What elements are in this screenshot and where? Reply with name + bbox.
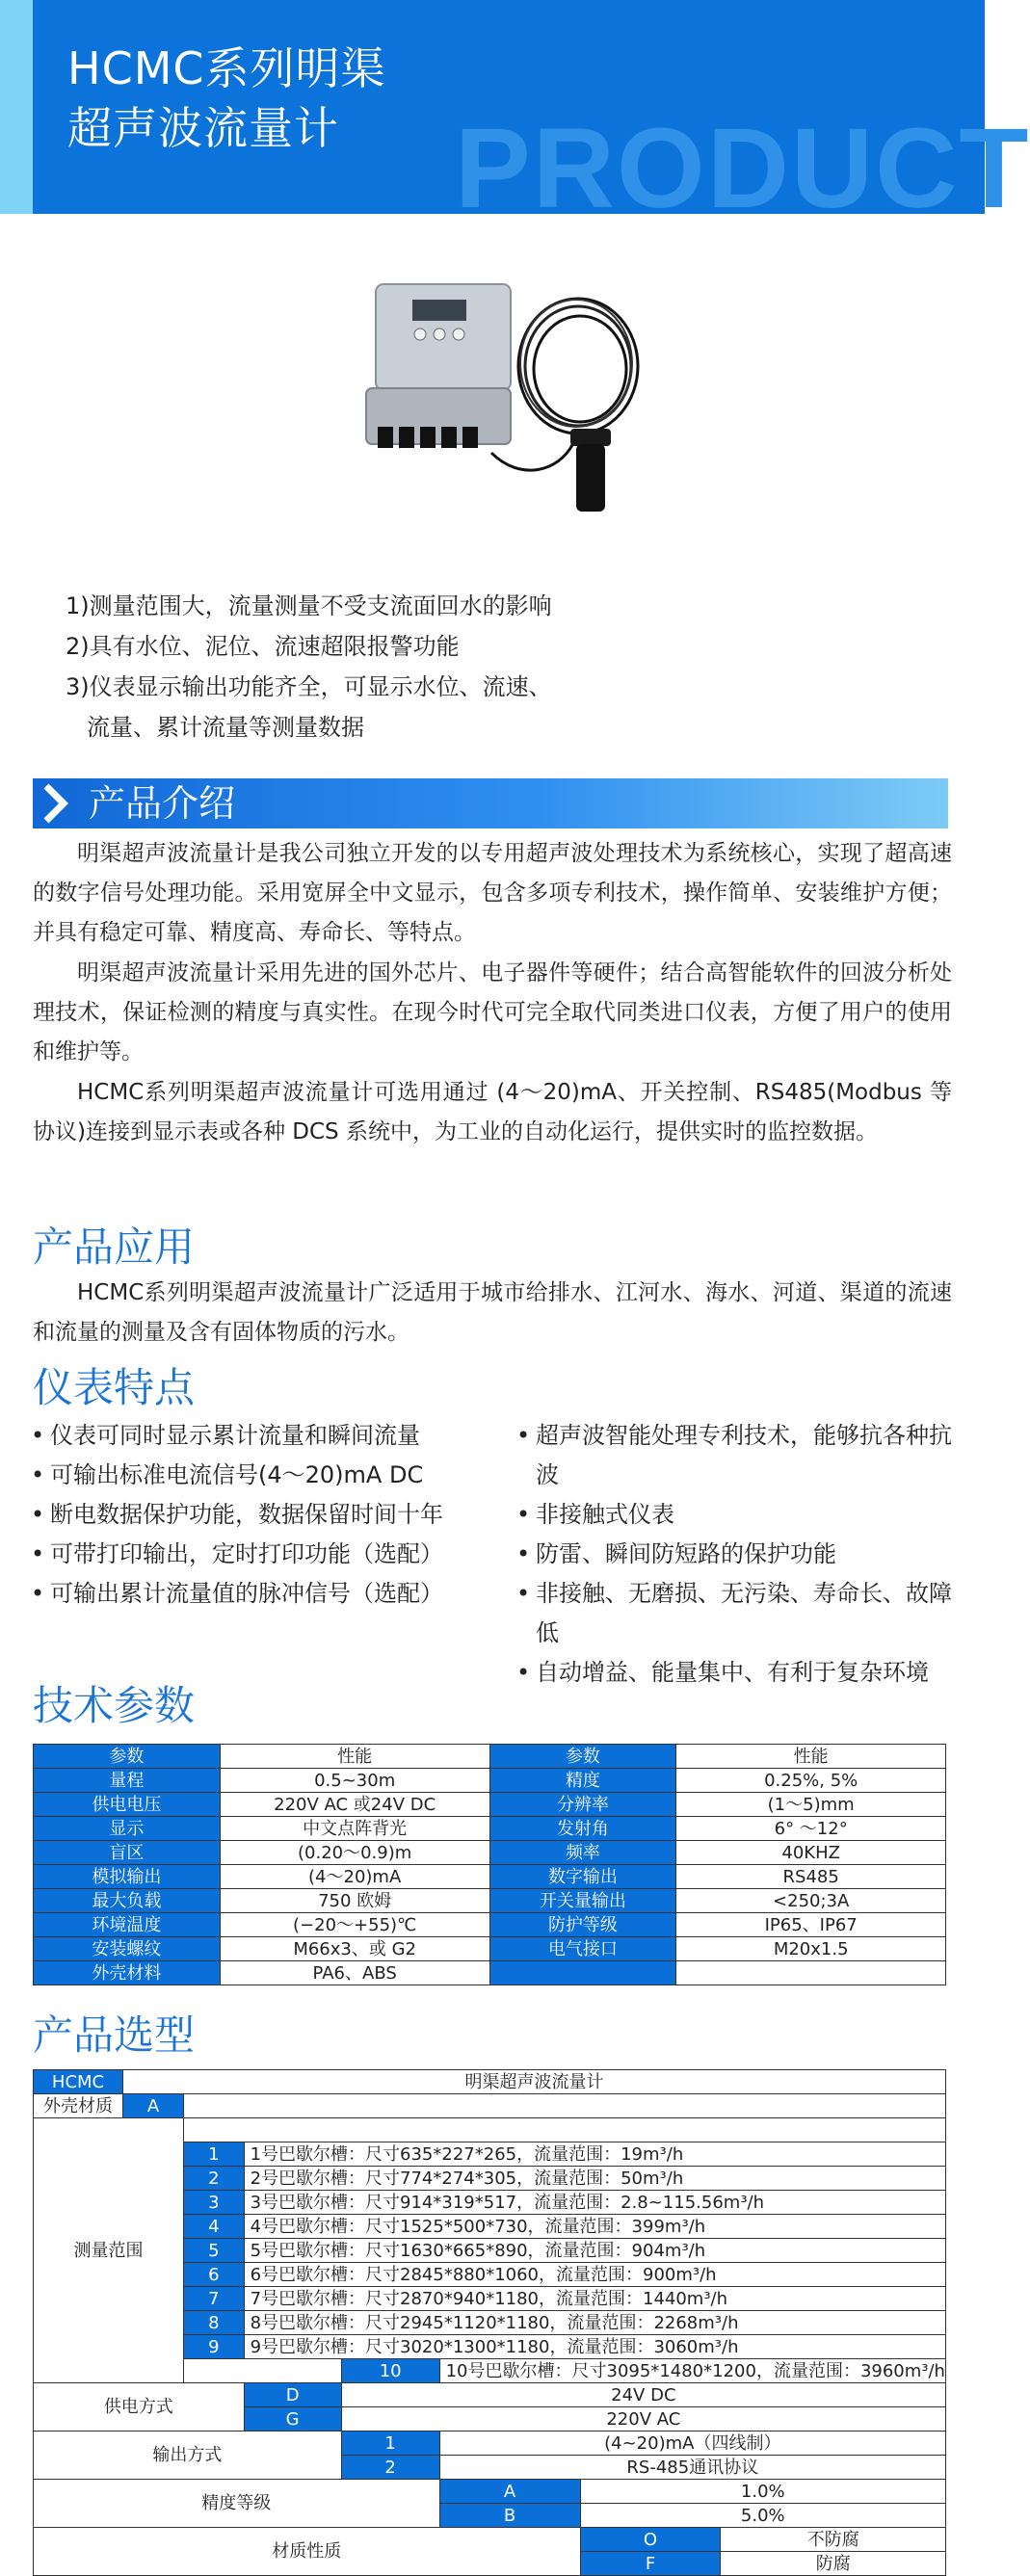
spec-param: 量程 xyxy=(34,1769,221,1793)
precision-desc: 5.0% xyxy=(580,2504,945,2528)
range-code: 5 xyxy=(184,2239,245,2263)
table-row xyxy=(34,2070,946,2094)
spec-value: M20x1.5 xyxy=(676,1937,946,1961)
characteristic-item: • 超声波智能处理专利技术，能够抗各种抗波 xyxy=(518,1416,952,1495)
table-row xyxy=(34,1793,946,1817)
spec-value: 220V AC 或24V DC xyxy=(220,1793,489,1817)
spec-param: 环境温度 xyxy=(34,1913,221,1937)
range-desc: 1号巴歇尔槽：尺寸635*227*265，流量范围：19m³/h xyxy=(244,2142,945,2167)
table-row xyxy=(34,2480,946,2504)
range-code: 8 xyxy=(184,2311,245,2335)
model-code: HCMC xyxy=(34,2070,123,2094)
table-row xyxy=(34,2118,946,2142)
precision-code: B xyxy=(439,2504,580,2528)
feature-item: 流量、累计流量等测量数据 xyxy=(87,714,364,741)
table-row xyxy=(34,2383,946,2407)
spec-value: 6° ～12° xyxy=(676,1817,946,1841)
range-desc: 6号巴歇尔槽：尺寸2845*880*1060，流量范围：900m³/h xyxy=(244,2263,945,2287)
range-code: 6 xyxy=(184,2263,245,2287)
range-desc: 3号巴歇尔槽：尺寸914*319*517，流量范围：2.8~115.56m³/h xyxy=(244,2191,945,2215)
range-code: 1 xyxy=(184,2142,245,2167)
spec-param: 防护等级 xyxy=(489,1913,676,1937)
range-desc: 5号巴歇尔槽：尺寸1630*665*890，流量范围：904m³/h xyxy=(244,2239,945,2263)
spec-param: 开关量输出 xyxy=(489,1889,676,1913)
application-paragraph: HCMC系列明渠超声波流量计广泛适用于城市给排水、江河水、海水、河道、渠道的流速和流量的测量及含有固体物质的污水。 xyxy=(33,1280,952,1345)
specs-table xyxy=(33,1744,946,1985)
precision-code: A xyxy=(439,2480,580,2504)
spec-value: 750 欧姆 xyxy=(220,1889,489,1913)
spec-param: 盲区 xyxy=(34,1841,221,1865)
spec-param: 分辨率 xyxy=(489,1793,676,1817)
product-image xyxy=(357,275,646,564)
range-desc: 9号巴歇尔槽：尺寸3020*1300*1180，流量范围：3060m³/h xyxy=(244,2335,945,2359)
spec-value: 中文点阵背光 xyxy=(220,1817,489,1841)
range-code: 9 xyxy=(184,2335,245,2359)
feature-item: 3)仪表显示输出功能齐全，可显示水位、流速、 xyxy=(66,673,552,700)
spec-value: (−20～+55)℃ xyxy=(220,1913,489,1937)
table-row xyxy=(34,1961,946,1985)
intro-paragraph-2: 明渠超声波流量计采用先进的国外芯片、电子器件等硬件；结合高智能软件的回波分析处理技术，保证检测的精度与真实性。在现今时代可完全取代同类进口仪表，方便了用户的使用和维护等。 xyxy=(33,960,952,1065)
material-label: 材质性质 xyxy=(34,2528,581,2576)
intro-section-bar xyxy=(33,778,948,828)
range-code: 3 xyxy=(184,2191,245,2215)
specs-header-cell: 性能 xyxy=(676,1745,946,1769)
table-row xyxy=(34,1769,946,1793)
characteristic-item: • 防雷、瞬间防短路的保护功能 xyxy=(518,1535,952,1574)
characteristics-title: 仪表特点 xyxy=(33,1364,196,1411)
range-desc: 2号巴歇尔槽：尺寸774*274*305，流量范围：50m³/h xyxy=(244,2167,945,2191)
characteristic-item: • 可带打印输出，定时打印功能（选配） xyxy=(33,1535,505,1574)
spec-param: 发射角 xyxy=(489,1817,676,1841)
specs-title: 技术参数 xyxy=(33,1682,196,1729)
output-code: 1 xyxy=(341,2431,439,2456)
characteristics-right-list xyxy=(518,1416,952,1693)
selection-table xyxy=(33,2069,946,2576)
spec-param: 电气接口 xyxy=(489,1937,676,1961)
characteristic-item: • 断电数据保护功能，数据保留时间十年 xyxy=(33,1495,505,1535)
spec-param: 数字输出 xyxy=(489,1865,676,1889)
feature-item: 1)测量范围大，流量测量不受支流面回水的影响 xyxy=(66,592,552,619)
shell-code: A xyxy=(123,2094,184,2118)
table-row xyxy=(34,1937,946,1961)
spec-value: IP65、IP67 xyxy=(676,1913,946,1937)
chevron-right-icon xyxy=(40,782,69,825)
shell-label: 外壳材质 xyxy=(34,2094,123,2118)
power-desc: 220V AC xyxy=(341,2407,945,2431)
power-code: D xyxy=(244,2383,341,2407)
power-code: G xyxy=(244,2407,341,2431)
output-desc: RS-485通讯协议 xyxy=(439,2456,945,2480)
spec-param: 模拟输出 xyxy=(34,1865,221,1889)
table-row xyxy=(34,2528,946,2552)
material-code: F xyxy=(580,2552,721,2576)
title-line-2: 超声波流量计 xyxy=(67,102,339,154)
characteristic-item: • 可输出标准电流信号(4～20)mA DC xyxy=(33,1456,505,1495)
intro-title: 产品介绍 xyxy=(89,782,236,825)
range-code: 7 xyxy=(184,2287,245,2311)
banner-watermark: PRODUCT xyxy=(455,105,1030,232)
table-row xyxy=(34,2431,946,2456)
page-title xyxy=(67,39,386,158)
spec-param: 精度 xyxy=(489,1769,676,1793)
power-desc: 24V DC xyxy=(341,2383,945,2407)
spec-param: 安装螺纹 xyxy=(34,1937,221,1961)
output-label: 输出方式 xyxy=(34,2431,342,2480)
intro-paragraph-3: HCMC系列明渠超声波流量计可选用通过 (4～20)mA、开关控制、RS485(Modbus 等协议)连接到显示表或各种 DCS 系统中，为工业的自动化运行，提供实时的监控数据。 xyxy=(33,1080,952,1144)
selection-title: 产品选型 xyxy=(33,2011,196,2059)
power-label: 供电方式 xyxy=(34,2383,245,2431)
material-code: O xyxy=(580,2528,721,2552)
spec-param: 最大负载 xyxy=(34,1889,221,1913)
table-row xyxy=(34,1817,946,1841)
specs-header-cell: 参数 xyxy=(489,1745,676,1769)
spec-param: 显示 xyxy=(34,1817,221,1841)
spec-param xyxy=(489,1961,676,1985)
application-title: 产品应用 xyxy=(33,1223,196,1271)
output-desc: (4~20)mA（四线制） xyxy=(439,2431,945,2456)
spec-value: (0.20～0.9)m xyxy=(220,1841,489,1865)
table-row xyxy=(34,1889,946,1913)
range-code: 2 xyxy=(184,2167,245,2191)
characteristic-item: • 非接触式仪表 xyxy=(518,1495,952,1535)
specs-header-cell: 参数 xyxy=(34,1745,221,1769)
table-row xyxy=(34,1913,946,1937)
spec-param: 供电电压 xyxy=(34,1793,221,1817)
specs-header-cell: 性能 xyxy=(220,1745,489,1769)
spec-value: PA6、ABS xyxy=(220,1961,489,1985)
characteristic-item: • 可输出累计流量值的脉冲信号（选配） xyxy=(33,1574,505,1614)
model-description: 明渠超声波流量计 xyxy=(123,2070,946,2094)
intro-paragraph-1: 明渠超声波流量计是我公司独立开发的以专用超声波处理技术为系统核心，实现了超高速的数字信号处理功能。采用宽屏全中文显示，包含多项专利技术，操作简单、安装维护方便；并具有稳定可靠、精度高、寿命长、等特点。 xyxy=(33,841,952,945)
range-desc: 8号巴歇尔槽：尺寸2945*1120*1180，流量范围：2268m³/h xyxy=(244,2311,945,2335)
range-code: 10 xyxy=(341,2359,439,2383)
characteristic-item: • 自动增益、能量集中、有利于复杂环境 xyxy=(518,1653,952,1693)
range-desc: 10号巴歇尔槽：尺寸3095*1480*1200，流量范围：3960m³/h xyxy=(439,2359,945,2383)
table-row xyxy=(34,1841,946,1865)
precision-label: 精度等级 xyxy=(34,2480,440,2528)
spec-value: 0.25%, 5% xyxy=(676,1769,946,1793)
spec-value xyxy=(676,1961,946,1985)
header-banner xyxy=(0,0,1030,232)
banner-accent-strip xyxy=(0,0,33,214)
spec-value: <250;3A xyxy=(676,1889,946,1913)
precision-desc: 1.0% xyxy=(580,2480,945,2504)
range-label: 测量范围 xyxy=(34,2118,184,2383)
feature-list xyxy=(66,586,552,748)
material-desc: 不防腐 xyxy=(721,2528,946,2552)
feature-item: 2)具有水位、泥位、流速超限报警功能 xyxy=(66,633,460,660)
spec-value: 40KHZ xyxy=(676,1841,946,1865)
spec-value: M66x3、或 G2 xyxy=(220,1937,489,1961)
spec-value: (4～20)mA xyxy=(220,1865,489,1889)
spec-param: 频率 xyxy=(489,1841,676,1865)
material-desc: 防腐 xyxy=(721,2552,946,2576)
table-row xyxy=(34,1865,946,1889)
spec-value: (1～5)mm xyxy=(676,1793,946,1817)
spec-param: 外壳材料 xyxy=(34,1961,221,1985)
specs-header-row xyxy=(34,1745,946,1769)
spec-value: 0.5~30m xyxy=(220,1769,489,1793)
range-desc: 4号巴歇尔槽：尺寸1525*500*730，流量范围：399m³/h xyxy=(244,2215,945,2239)
spec-value: RS485 xyxy=(676,1865,946,1889)
table-row xyxy=(34,2094,946,2118)
characteristic-item: • 非接触、无磨损、无污染、寿命长、故障低 xyxy=(518,1574,952,1653)
characteristic-item: • 仪表可同时显示累计流量和瞬间流量 xyxy=(33,1416,505,1456)
range-code: 4 xyxy=(184,2215,245,2239)
range-desc: 7号巴歇尔槽：尺寸2870*940*1180，流量范围：1440m³/h xyxy=(244,2287,945,2311)
characteristics-left-list xyxy=(33,1416,505,1614)
title-line-1: HCMC系列明渠 xyxy=(67,42,386,94)
output-code: 2 xyxy=(341,2456,439,2480)
